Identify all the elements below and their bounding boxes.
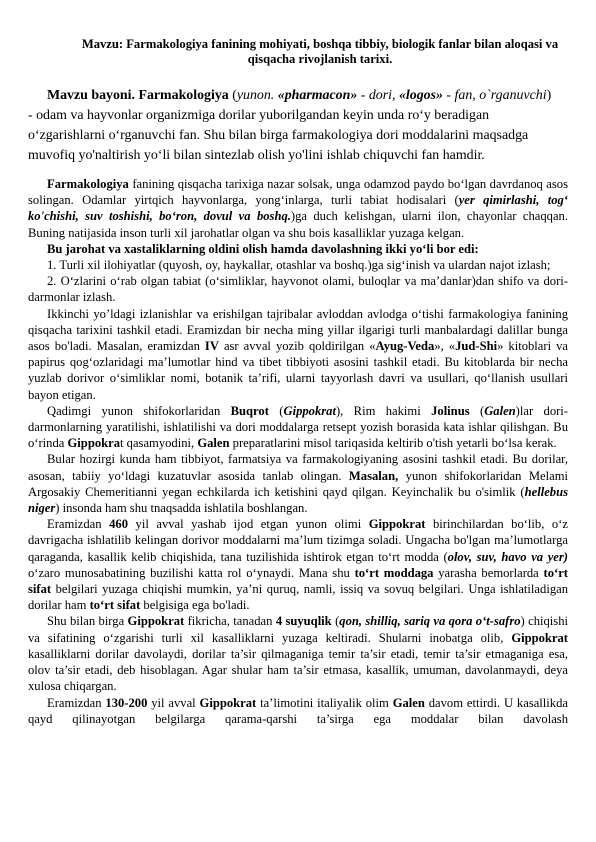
text-run: Gippokrat: [368, 517, 426, 532]
text-run: Gippokrat: [199, 695, 257, 710]
text-run: ta’limotini italiyalik olim: [256, 695, 393, 710]
text-run: 2. O‘zlarini o‘rab olgan tabiat (o‘simliklar, hayvonot olami, buloqlar va ma’danlar)dan shifo va dori-darmonlar izlash.: [28, 274, 568, 305]
text-run: yunon.: [236, 88, 278, 103]
text-run: yil avval yashab ijod etgan yunon olimi: [127, 517, 369, 532]
text-run: Buqrot: [230, 403, 269, 418]
text-run: Mavzu bayoni. Farmakologiya: [47, 88, 229, 103]
text-run: t qasamyodini,: [120, 436, 198, 451]
text-run: o‘zaro munosabatining buzilishi katta rol o‘ynaydi. Mana shu: [28, 565, 355, 580]
text-run: birinchilardan bo‘lib, o‘z davrigacha ishlatilib kelingan dorivor moddalarni ma’lum tizimga soladi. Ungacha bo'lgan ma’lumotlarga qaraganda, kasallik kelib chiqishida, tana tuzilishida ishtirok etgan to‘rt modda (: [28, 517, 568, 564]
text-run: 130-200: [105, 695, 148, 710]
text-run: Gippokrat: [511, 630, 568, 645]
text-run: Shu bilan birga: [47, 614, 128, 629]
text-run: 1. Turli xil ilohiyatlar (quyosh, oy, haykallar, otashlar va boshq.)ga sig‘inish va ulardan najot izlash;: [47, 258, 551, 273]
text-run: 4 suyuqlik: [275, 614, 332, 629]
text-run: (: [228, 88, 237, 103]
text-run: Farmakologiya: [47, 177, 129, 191]
text-run: Eramizdan: [47, 695, 106, 710]
text-run: IV: [204, 339, 219, 354]
list-item: [28, 273, 568, 305]
text-run: hellebus niger: [28, 484, 568, 516]
text-run: Gippokrat: [283, 403, 336, 418]
text-run: davom ettirdi. U kasallikda qayd qilinayotgan belgilarga qarama-qarshi ta’sirga ega moddalar bilan davolash: [28, 695, 568, 726]
text-run: qon, shilliq, sariq va qora o‘t-safro: [339, 614, 521, 629]
text-run: - dori,: [357, 88, 399, 103]
text-run: (: [331, 614, 340, 629]
text-run: belgisiga ega bo'ladi.: [140, 598, 250, 613]
text-run: belgilari yuzaga chiqishi mumkin, ya’ni quruq, namli, issiq va sovuq belgilari. Unga ishlatiladigan dorilar ham: [28, 582, 568, 613]
text-run: preparatlarini misol tariqasida keltirib o'tish yetarli bo‘lsa kerak.: [229, 436, 557, 451]
text-run: yer qimirlashi, tog‘ ko'chishi, suv toshishi, bo‘ron, dovul va boshq.: [28, 193, 568, 224]
paragraph: [28, 403, 568, 452]
text-run: Masalan,: [348, 468, 399, 483]
intro-line: muvofiq yo'naltirish yo‘li bilan sintezlab olish yo'lini ishlab chiquvchi fan hamdir.: [28, 148, 485, 163]
paragraph: [28, 241, 568, 257]
text-run: olov, suv, havo va yer): [447, 549, 568, 564]
text-run: asr avval yozib qoldirilgan «: [218, 339, 376, 354]
text-run: Jud-Shi: [455, 339, 498, 354]
text-run: )ga duch kelishgan, ularni ilon, chayonlar chaqqan. Buning natijasida inson turli xil jarohatlar olgan va shu bois kasalliklar yuzaga kelgan.: [28, 209, 568, 240]
text-run: Qadimgi yunon shifokorlaridan: [47, 403, 231, 418]
intro-line: o‘zgarishlarni o‘rganuvchi fan. Shu bilan birga farmakologiya dori moddalarini maqsadga: [28, 128, 529, 143]
paragraph: [28, 306, 568, 403]
text-run: (: [469, 403, 485, 418]
text-run: fikricha, tanadan: [184, 614, 276, 629]
text-run: Galen: [484, 403, 516, 418]
text-run: (: [268, 403, 284, 418]
body-text: [28, 176, 568, 727]
text-run: 460: [109, 517, 128, 532]
text-run: », «: [434, 339, 456, 354]
list-item: [28, 257, 568, 273]
text-run: yarasha bemorlarda: [433, 565, 544, 580]
text-run: Gippokra: [67, 436, 121, 451]
intro-line: [28, 86, 568, 106]
text-run: )lar dori-darmonlarning yaratilishi, ishlatilishi va dori moddalarga retsept yozish borasida kata ishlar qilishgan. Bu o‘rinda: [28, 403, 569, 451]
text-run: to‘rt moddaga: [354, 565, 434, 580]
paragraph: [28, 695, 568, 727]
text-run: Eramizdan: [47, 517, 110, 532]
text-run: Gippokrat: [127, 614, 185, 629]
text-run: ): [546, 88, 552, 103]
page-title: Mavzu: Farmakologiya fanining mohiyati, boshqa tibbiy, biologik fanlar bilan aloqasi va qisqacha rivojlanish tarixi.: [81, 37, 559, 66]
text-run: Ikkinchi yo’ldagi izlanishlar va erishilgan tajribalar avloddan avlodga o‘tishi farmakologiya fanining qisqacha tarixini tashkil etadi. Eramizdan bir necha ming yillar ilgarigi turli manbalardagi dalillar bunga asos bo'ladi. Masalan, eramizdan: [28, 306, 568, 354]
text-run: ), Rim hakimi: [335, 403, 432, 418]
intro-line: - odam va hayvonlar organizmiga dorilar yuborilgandan keyin unda ro‘y beradigan: [28, 108, 490, 123]
text-run: to‘rt sifat: [89, 598, 141, 613]
text-run: » kitoblari va papirus qog‘ozlaridagi ma’lumotlar hind va tibet tibbiyoti asosini tashkil etadi. Bu kitoblarda bir necha yuzlab dorivor o‘simliklar nomi, botanik ta’rifi, ularni tayyorlash davri va usullari, qo‘llanish usullari bayon etigan.: [28, 339, 568, 402]
paragraph: [28, 176, 568, 241]
text-run: to‘rt sifat: [28, 565, 568, 597]
text-run: yunon shifokorlaridan Melami Argosakiy Chemeritianni yegan echkilarda ich ketishini qayd qilgan. Keyinchalik bu o'simlik (: [28, 468, 568, 499]
paragraph: [28, 613, 568, 694]
paragraph: [28, 451, 568, 516]
text-run: «pharmacon»: [277, 88, 358, 103]
text-run: Bu jarohat va xastaliklarning oldini olish hamda davolashning ikki yo‘li bor edi:: [47, 241, 479, 256]
text-run: yil avval: [147, 695, 200, 710]
text-run: ) insonda ham shu tnaqsadda ishlatila boshlangan.: [55, 501, 308, 516]
text-run: Jolinus: [431, 403, 470, 418]
text-run: Ayug-Veda: [375, 339, 435, 354]
paragraph: [28, 516, 568, 613]
text-run: ) chiqishi va sifatining o‘zgarishi turli xil kasalliklarni yuzaga keltiradi. Shularni inobatga olib,: [28, 614, 568, 645]
text-run: fanining qisqacha tarixiga nazar solsak, unga odamzod paydo bo‘lgan davrdanoq asos solingan. Odamlar yirtqich hayvonlarga, yong‘inlarga, turli tabiat hodisalari (: [28, 177, 568, 208]
text-run: - fan, o`rganuvchi: [442, 88, 547, 103]
intro-paragraph: [28, 86, 568, 166]
text-run: Galen: [392, 695, 425, 710]
text-run: «logos»: [398, 88, 443, 103]
text-run: Galen: [197, 436, 230, 451]
text-run: Bular hozirgi kunda ham tibbiyot, farmatsiya va farmakologiyaning asosini tashkil etadi. Bu dorilar, asosan, tabiiy yo‘ldagi kuzatuvlar asosida tanlab olingan.: [28, 452, 568, 483]
text-run: kasalliklarni dorilar davolaydi, dorilar ta’sir qilmaganiga temir ta’sir etadi, temir ta’sir etmaganiga esa, olov ta’sir etadi, deb hisoblagan. Agar shular ham ta’sir etmasa, kasallik, umuman, davolanmaydi, deya xulosa chiqargan.: [28, 646, 568, 694]
